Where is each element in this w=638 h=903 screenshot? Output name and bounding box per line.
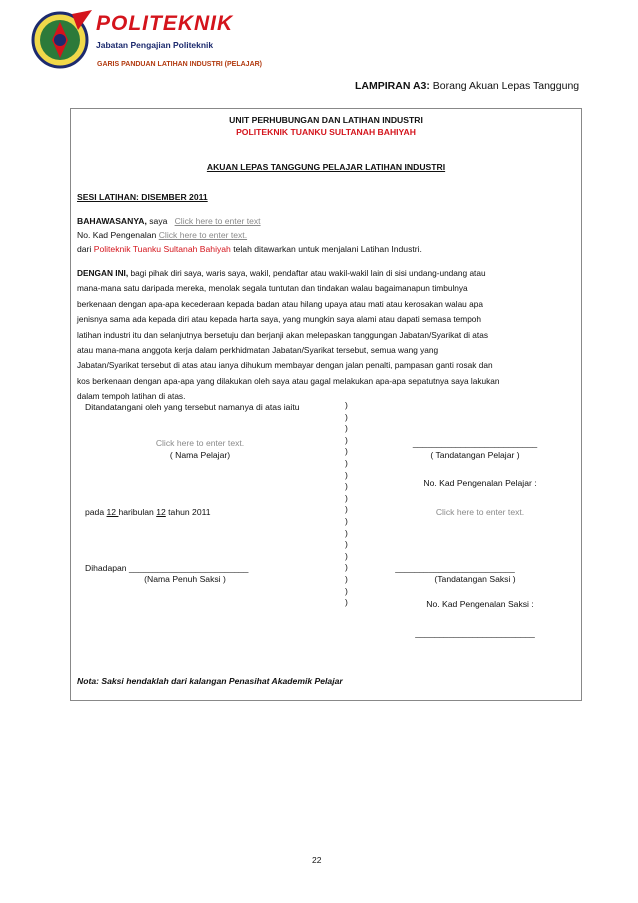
paragraph-line: atau mana-mana anggota kerja dalam perkhidmatan Jabatan/Syarikat tersebut, semua wang yang (77, 345, 439, 356)
paren: ) (345, 434, 348, 445)
paren: ) (345, 515, 348, 526)
signed-by-label: Ditandatangani oleh yang tersebut namanya di atas iaitu (85, 402, 300, 412)
paragraph-line: latihan industri itu dan selanjutnya bersetuju dan berjanji akan melepaskan tanggungan Jabatan/Syarikat di atas (77, 329, 488, 340)
form-title: AKUAN LEPAS TANGGUNG PELAJAR LATIHAN INDUSTRI (206, 162, 446, 172)
student-ic-field[interactable]: Click here to enter text. (435, 507, 525, 517)
witness-name-line[interactable]: _________________________ (128, 563, 249, 573)
footnote: Nota: Saksi hendaklah dari kalangan Penasihat Akademik Pelajar (77, 676, 343, 686)
ic-label: No. Kad Pengenalan (77, 230, 159, 240)
institution-inline: Politeknik Tuanku Sultanah Bahiyah (93, 244, 231, 254)
ic-number-field[interactable]: Click here to enter text. (158, 230, 248, 240)
date-year: tahun 2011 (165, 507, 211, 517)
parenthesis-column (345, 400, 348, 609)
paragraph-line: jenisnya sama ada kepada diri atau kepada harta saya, yang mungkin saya alami atau dapati semasa tempoh (77, 314, 482, 325)
paren: ) (345, 492, 348, 503)
student-name-field[interactable]: Click here to enter text (174, 216, 261, 226)
date-line (85, 505, 211, 519)
paren: ) (345, 539, 348, 550)
offer-text: telah ditawarkan untuk menjalani Latihan Industri. (230, 244, 422, 254)
appendix-title: Borang Akuan Lepas Tanggung (432, 80, 580, 92)
appendix-heading (355, 80, 579, 92)
paragraph-line: mana-mana satu daripada mereka, menolak segala tuntutan dan tindakan walau bagaimanapun timbulnya (77, 283, 468, 294)
from-label: dari (77, 244, 94, 254)
paragraph-line-text: bagi pihak diri saya, waris saya, wakil, pendaftar atau wakil-wakil lain di sisi undang-undang atau (128, 268, 486, 278)
logo-wordmark: POLITEKNIK (96, 12, 234, 35)
institution-name: POLITEKNIK TUANKU SULTANAH BAHIYAH (236, 127, 416, 137)
paren: ) (345, 597, 348, 608)
date-mid: haribulan (118, 507, 157, 517)
date-month[interactable]: 12 (156, 507, 166, 517)
logo-emblem-icon (28, 8, 98, 70)
witness-caption: (Nama Penuh Saksi ) (144, 574, 226, 584)
witness-prefix: Dihadapan (85, 563, 129, 573)
witness-ic-label: No. Kad Pengenalan Saksi : (426, 599, 534, 609)
paren: ) (345, 411, 348, 422)
paren: ) (345, 457, 348, 468)
witness-signature-caption: (Tandatangan Saksi ) (434, 574, 516, 584)
witness-ic-line[interactable]: _________________________ (415, 628, 535, 638)
paren: ) (345, 481, 348, 492)
paragraph-line: kos berkenaan dengan apa-apa yang dilakukan oleh saya atau gagal melakukan apa-apa sepatutnya saya lakukan (77, 375, 500, 386)
paren: ) (345, 550, 348, 561)
student-name-placeholder[interactable]: Click here to enter text. (155, 438, 245, 448)
witness-signature-line[interactable]: _________________________ (395, 563, 515, 573)
paragraph-line: dalam tempoh latihan di atas. (77, 391, 186, 402)
declaration-line-3 (77, 242, 422, 256)
logo-subtitle: Jabatan Pengajian Politeknik (96, 40, 214, 50)
declaration-lead: BAHAWASANYA, (77, 216, 147, 226)
paren: ) (345, 446, 348, 457)
paragraph-line: Jabatan/Syarikat tersebut di atas atau ianya dihukum membayar dengan jalan penalti, pampasan ganti rosak dan (77, 360, 493, 371)
paren: ) (345, 562, 348, 573)
student-name-caption: ( Nama Pelajar) (169, 450, 231, 460)
paren: ) (345, 423, 348, 434)
paren: ) (345, 400, 348, 410)
guideline-label: GARIS PANDUAN LATIHAN INDUSTRI (PELAJAR) (97, 61, 263, 68)
paragraph-lead: DENGAN INI, (77, 268, 129, 278)
date-prefix: pada (85, 507, 107, 517)
paren: ) (345, 573, 348, 584)
declaration-line-1 (77, 214, 261, 228)
paren: ) (345, 469, 348, 480)
paren: ) (345, 585, 348, 596)
paragraph-line: berkenaan dengan apa-apa kecederaan kepada badan atau hilang upaya atau mati atau kerosakan walau apa (77, 298, 483, 309)
paragraph-line (77, 266, 574, 281)
declaration-line-2 (77, 228, 247, 242)
appendix-label: LAMPIRAN A3: (355, 80, 430, 92)
unit-title: UNIT PERHUBUNGAN DAN LATIHAN INDUSTRI (229, 115, 423, 125)
declaration-text: saya (146, 216, 168, 226)
paren: ) (345, 527, 348, 538)
session-label: SESI LATIHAN: DISEMBER 2011 (77, 192, 208, 202)
paren: ) (345, 504, 348, 515)
page-number: 22 (312, 855, 322, 865)
student-signature-caption: ( Tandatangan Pelajar ) (430, 450, 520, 460)
waiver-paragraph (77, 266, 574, 405)
student-signature-line[interactable]: __________________________ (412, 438, 538, 448)
student-ic-label: No. Kad Pengenalan Pelajar : (423, 478, 537, 488)
date-day[interactable]: 12 (106, 507, 119, 517)
